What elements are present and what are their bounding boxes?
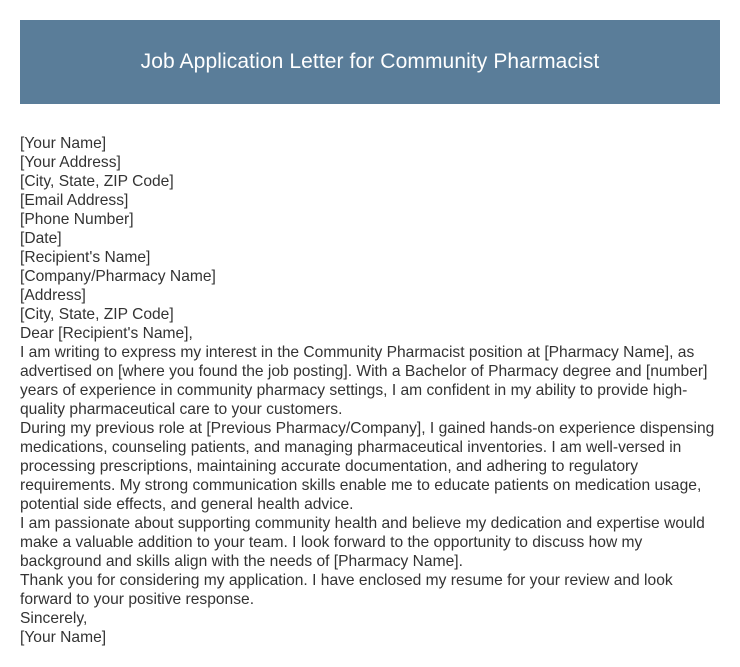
paragraph-intro: I am writing to express my interest in the Community Pharmacist position at [Pharmacy Name], as advertised on [where you found the job posting]. With a Bachelor of Pharmacy degree and [number] years of experience in community pharmacy settings, I am confident in my ability to provide high-quality pharmaceutical care to your customers. (20, 344, 708, 418)
paragraph-thanks: Thank you for considering my application. I have enclosed my resume for your review and look forward to your positive response. (20, 572, 673, 608)
recipient-company: [Company/Pharmacy Name] (20, 268, 216, 285)
sender-phone: [Phone Number] (20, 211, 134, 228)
paragraph-experience: During my previous role at [Previous Pharmacy/Company], I gained hands-on experience dispensing medications, counseling patients, and managing pharmaceutical inventories. I am well-versed in processing prescriptions, maintaining accurate documentation, and adhering to regulatory requirements. My strong communication skills enable me to educate patients on medication usage, potential side effects, and general health advice. (20, 420, 715, 513)
header-banner (20, 20, 720, 104)
recipient-address: [Address] (20, 287, 86, 304)
letter-date: [Date] (20, 230, 62, 247)
paragraph-motivation: I am passionate about supporting community health and believe my dedication and expertise would make a valuable addition to your team. I look forward to the opportunity to discuss how my background and skills align with the needs of [Pharmacy Name]. (20, 515, 705, 570)
recipient-name: [Recipient's Name] (20, 249, 151, 266)
recipient-city-state-zip: [City, State, ZIP Code] (20, 306, 174, 323)
sender-email: [Email Address] (20, 192, 129, 209)
salutation: Dear [Recipient's Name], (20, 325, 193, 342)
signature: [Your Name] (20, 629, 107, 646)
letter-body (20, 134, 722, 647)
sender-name: [Your Name] (20, 135, 107, 152)
sender-address: [Your Address] (20, 154, 121, 171)
closing: Sincerely, (20, 610, 88, 627)
sender-city-state-zip: [City, State, ZIP Code] (20, 173, 174, 190)
page-title: Job Application Letter for Community Pharmacist (140, 50, 600, 73)
